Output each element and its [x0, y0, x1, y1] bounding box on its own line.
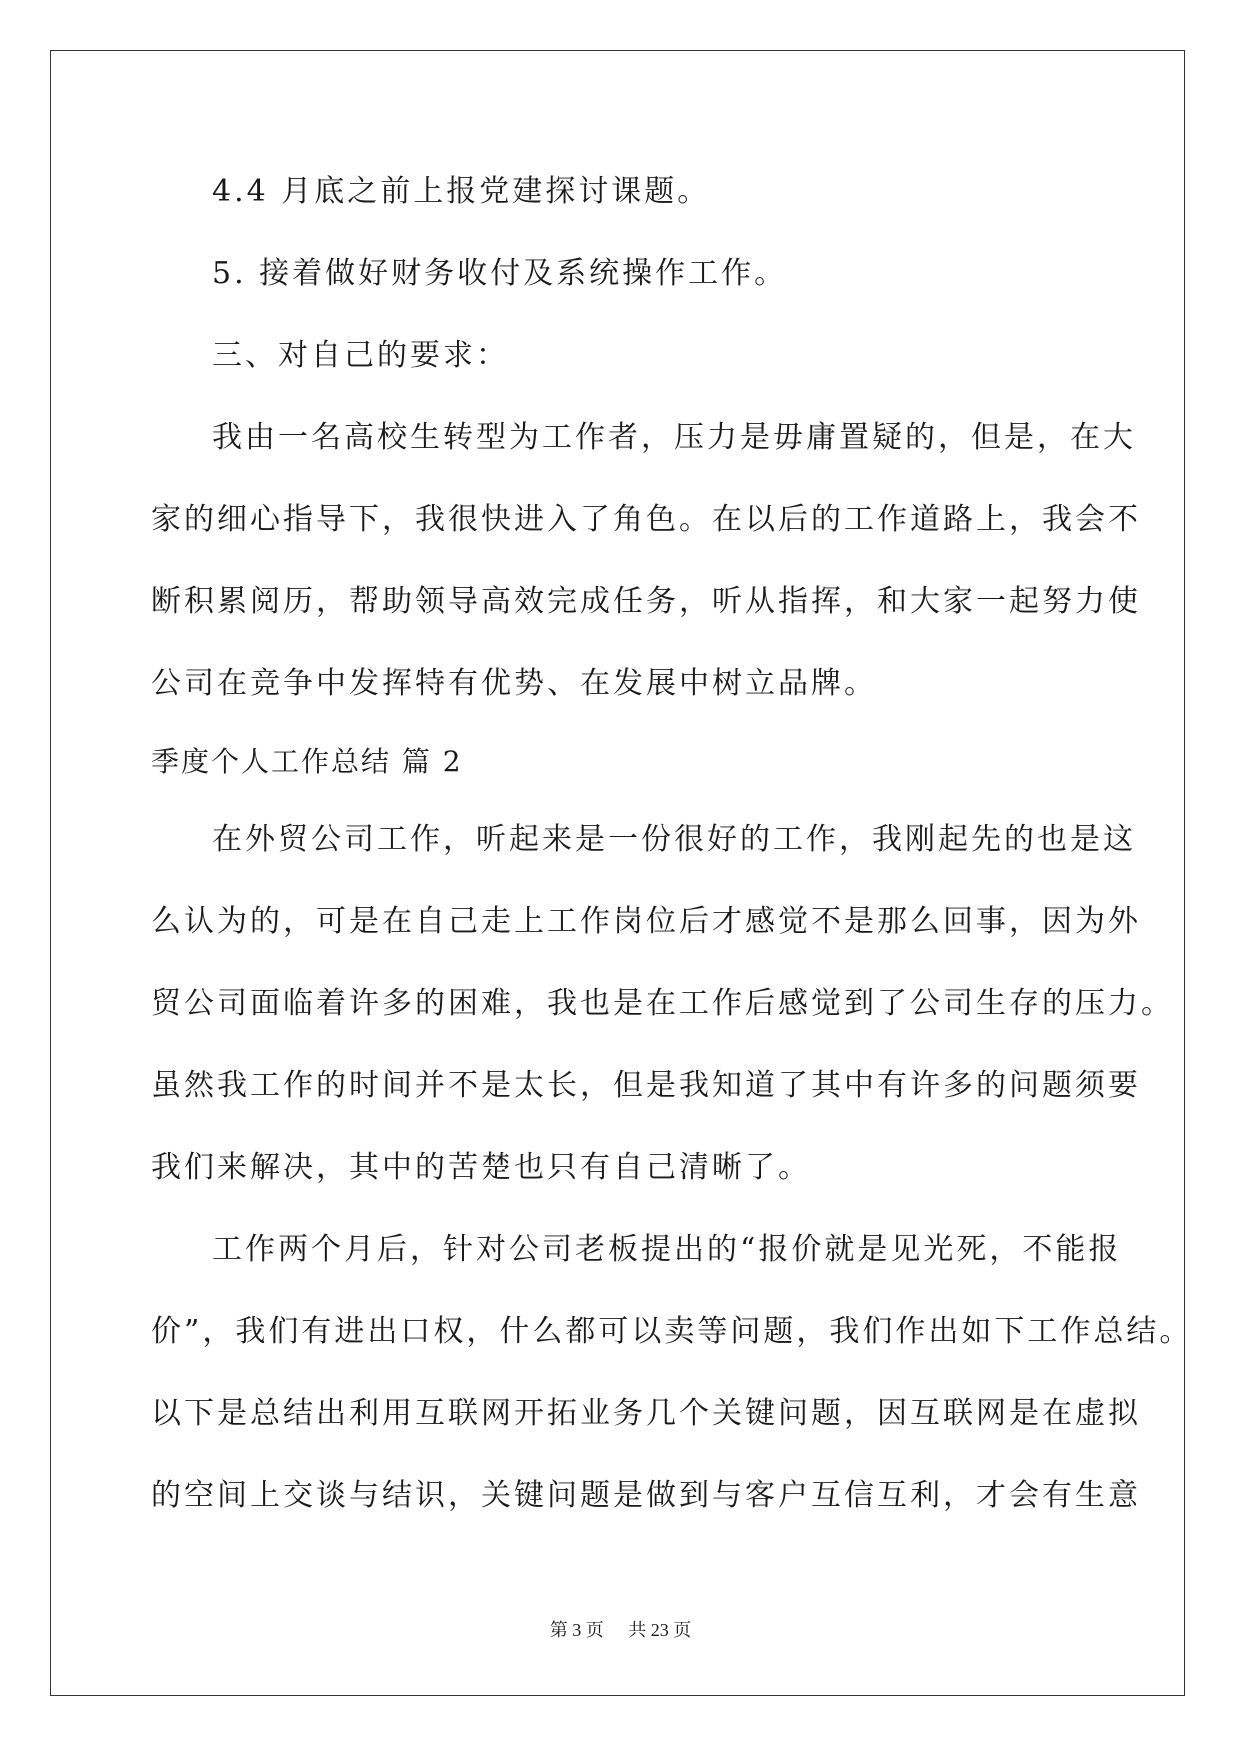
- paragraph-line: 我们来解决，其中的苦楚也只有自己清晰了。: [151, 1150, 811, 1185]
- paragraph-line: 断积累阅历，帮助领导高效完成任务，听从指挥，和大家一起努力使: [151, 584, 1141, 619]
- list-item-5: 5. 接着做好财务收付及系统操作工作。: [212, 256, 788, 291]
- paragraph-line: 在外贸公司工作，听起来是一份很好的工作，我刚起先的也是这: [212, 822, 1136, 857]
- paragraph-line: 工作两个月后，针对公司老板提出的“报价就是见光死，不能报: [212, 1232, 1122, 1267]
- paragraph-line: 我由一名高校生转型为工作者，压力是毋庸置疑的，但是，在大: [212, 420, 1136, 455]
- list-item-4: 4.4 月底之前上报党建探讨课题。: [212, 174, 711, 209]
- paragraph-line: 贸公司面临着许多的困难，我也是在工作后感觉到了公司生存的压力。: [151, 986, 1174, 1021]
- paragraph-line: 么认为的，可是在自己走上工作岗位后才感觉不是那么回事，因为外: [151, 904, 1141, 939]
- paragraph-line: 以下是总结出利用互联网开拓业务几个关键问题，因互联网是在虚拟: [151, 1396, 1141, 1431]
- paragraph-line: 虽然我工作的时间并不是太长，但是我知道了其中有许多的问题须要: [151, 1068, 1141, 1103]
- page-number: 第 3 页: [549, 1620, 604, 1640]
- section-heading: 三、对自己的要求：: [212, 338, 509, 373]
- article-title: 季度个人工作总结 篇 2: [151, 745, 463, 778]
- paragraph-line: 公司在竞争中发挥特有优势、在发展中树立品牌。: [151, 666, 877, 701]
- page-total: 共 23 页: [628, 1620, 692, 1640]
- page-border: [50, 50, 1185, 1696]
- paragraph-line: 价”，我们有进出口权，什么都可以卖等问题，我们作出如下工作总结。: [151, 1314, 1193, 1349]
- paragraph-line: 的空间上交谈与结识，关键问题是做到与客户互信互利，才会有生意: [151, 1478, 1141, 1513]
- page-footer: [0, 1616, 1241, 1642]
- paragraph-line: 家的细心指导下，我很快进入了角色。在以后的工作道路上，我会不: [151, 502, 1141, 537]
